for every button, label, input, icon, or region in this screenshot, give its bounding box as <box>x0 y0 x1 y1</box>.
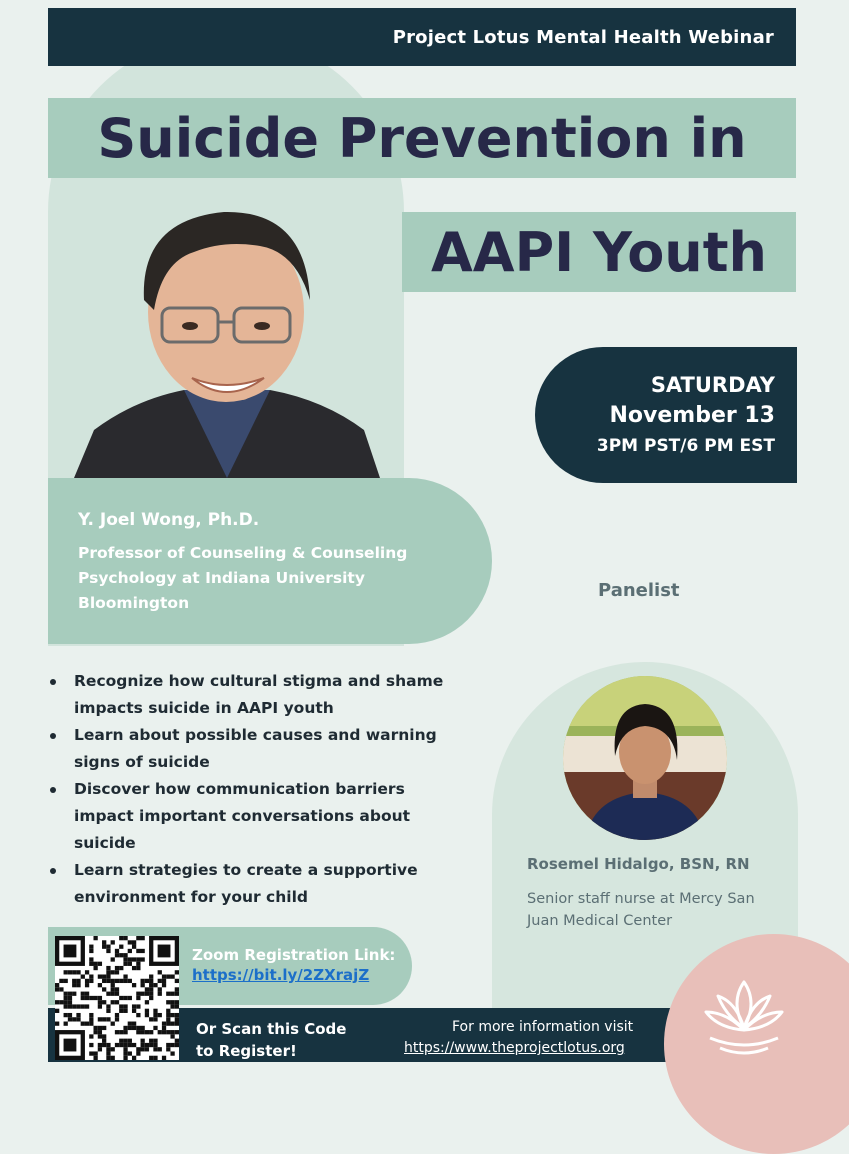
panelist-name: Rosemel Hidalgo, BSN, RN <box>527 855 750 873</box>
website-link[interactable]: https://www.theprojectlotus.org <box>404 1040 625 1056</box>
header-bar <box>48 8 796 66</box>
zoom-registration-label: Zoom Registration Link: <box>192 946 396 964</box>
more-info-label: For more information visit <box>452 1019 634 1035</box>
title-line-1: Suicide Prevention in <box>97 106 747 170</box>
zoom-registration-link[interactable]: https://bit.ly/2ZXrajZ <box>192 966 370 984</box>
speaker-photo <box>74 200 380 478</box>
speaker-name: Y. Joel Wong, Ph.D. <box>78 510 260 530</box>
title-band-2 <box>402 212 796 292</box>
list-item: Learn strategies to create a supportive environment for your child <box>50 857 450 911</box>
list-item: Discover how communication barriers impact important conversations about suicide <box>50 776 450 857</box>
qr-code-icon[interactable] <box>55 936 179 1060</box>
panelist-heading: Panelist <box>598 580 680 601</box>
webinar-series-title: Project Lotus Mental Health Webinar <box>392 26 774 48</box>
lotus-icon <box>696 972 792 1062</box>
scan-line-2: to Register! <box>196 1042 297 1060</box>
scan-instructions <box>196 1018 346 1062</box>
speaker-title: Professor of Counseling & Counseling Psychology at Indiana University Bloomington <box>78 544 408 612</box>
scan-line-1: Or Scan this Code <box>196 1020 347 1038</box>
learning-points-list <box>50 668 450 911</box>
event-date: November 13 <box>609 403 775 428</box>
panelist-role: Senior staff nurse at Mercy San Juan Medical Center <box>527 891 755 929</box>
list-item: Recognize how cultural stigma and shame impacts suicide in AAPI youth <box>50 668 450 722</box>
list-item: Learn about possible causes and warning signs of suicide <box>50 722 450 776</box>
title-line-2: AAPI Youth <box>431 220 767 284</box>
event-date-pill <box>535 347 797 483</box>
title-band-1 <box>48 98 796 178</box>
event-day: SATURDAY <box>650 373 775 397</box>
panelist-photo <box>563 676 727 840</box>
event-time: 3PM PST/6 PM EST <box>596 436 775 456</box>
